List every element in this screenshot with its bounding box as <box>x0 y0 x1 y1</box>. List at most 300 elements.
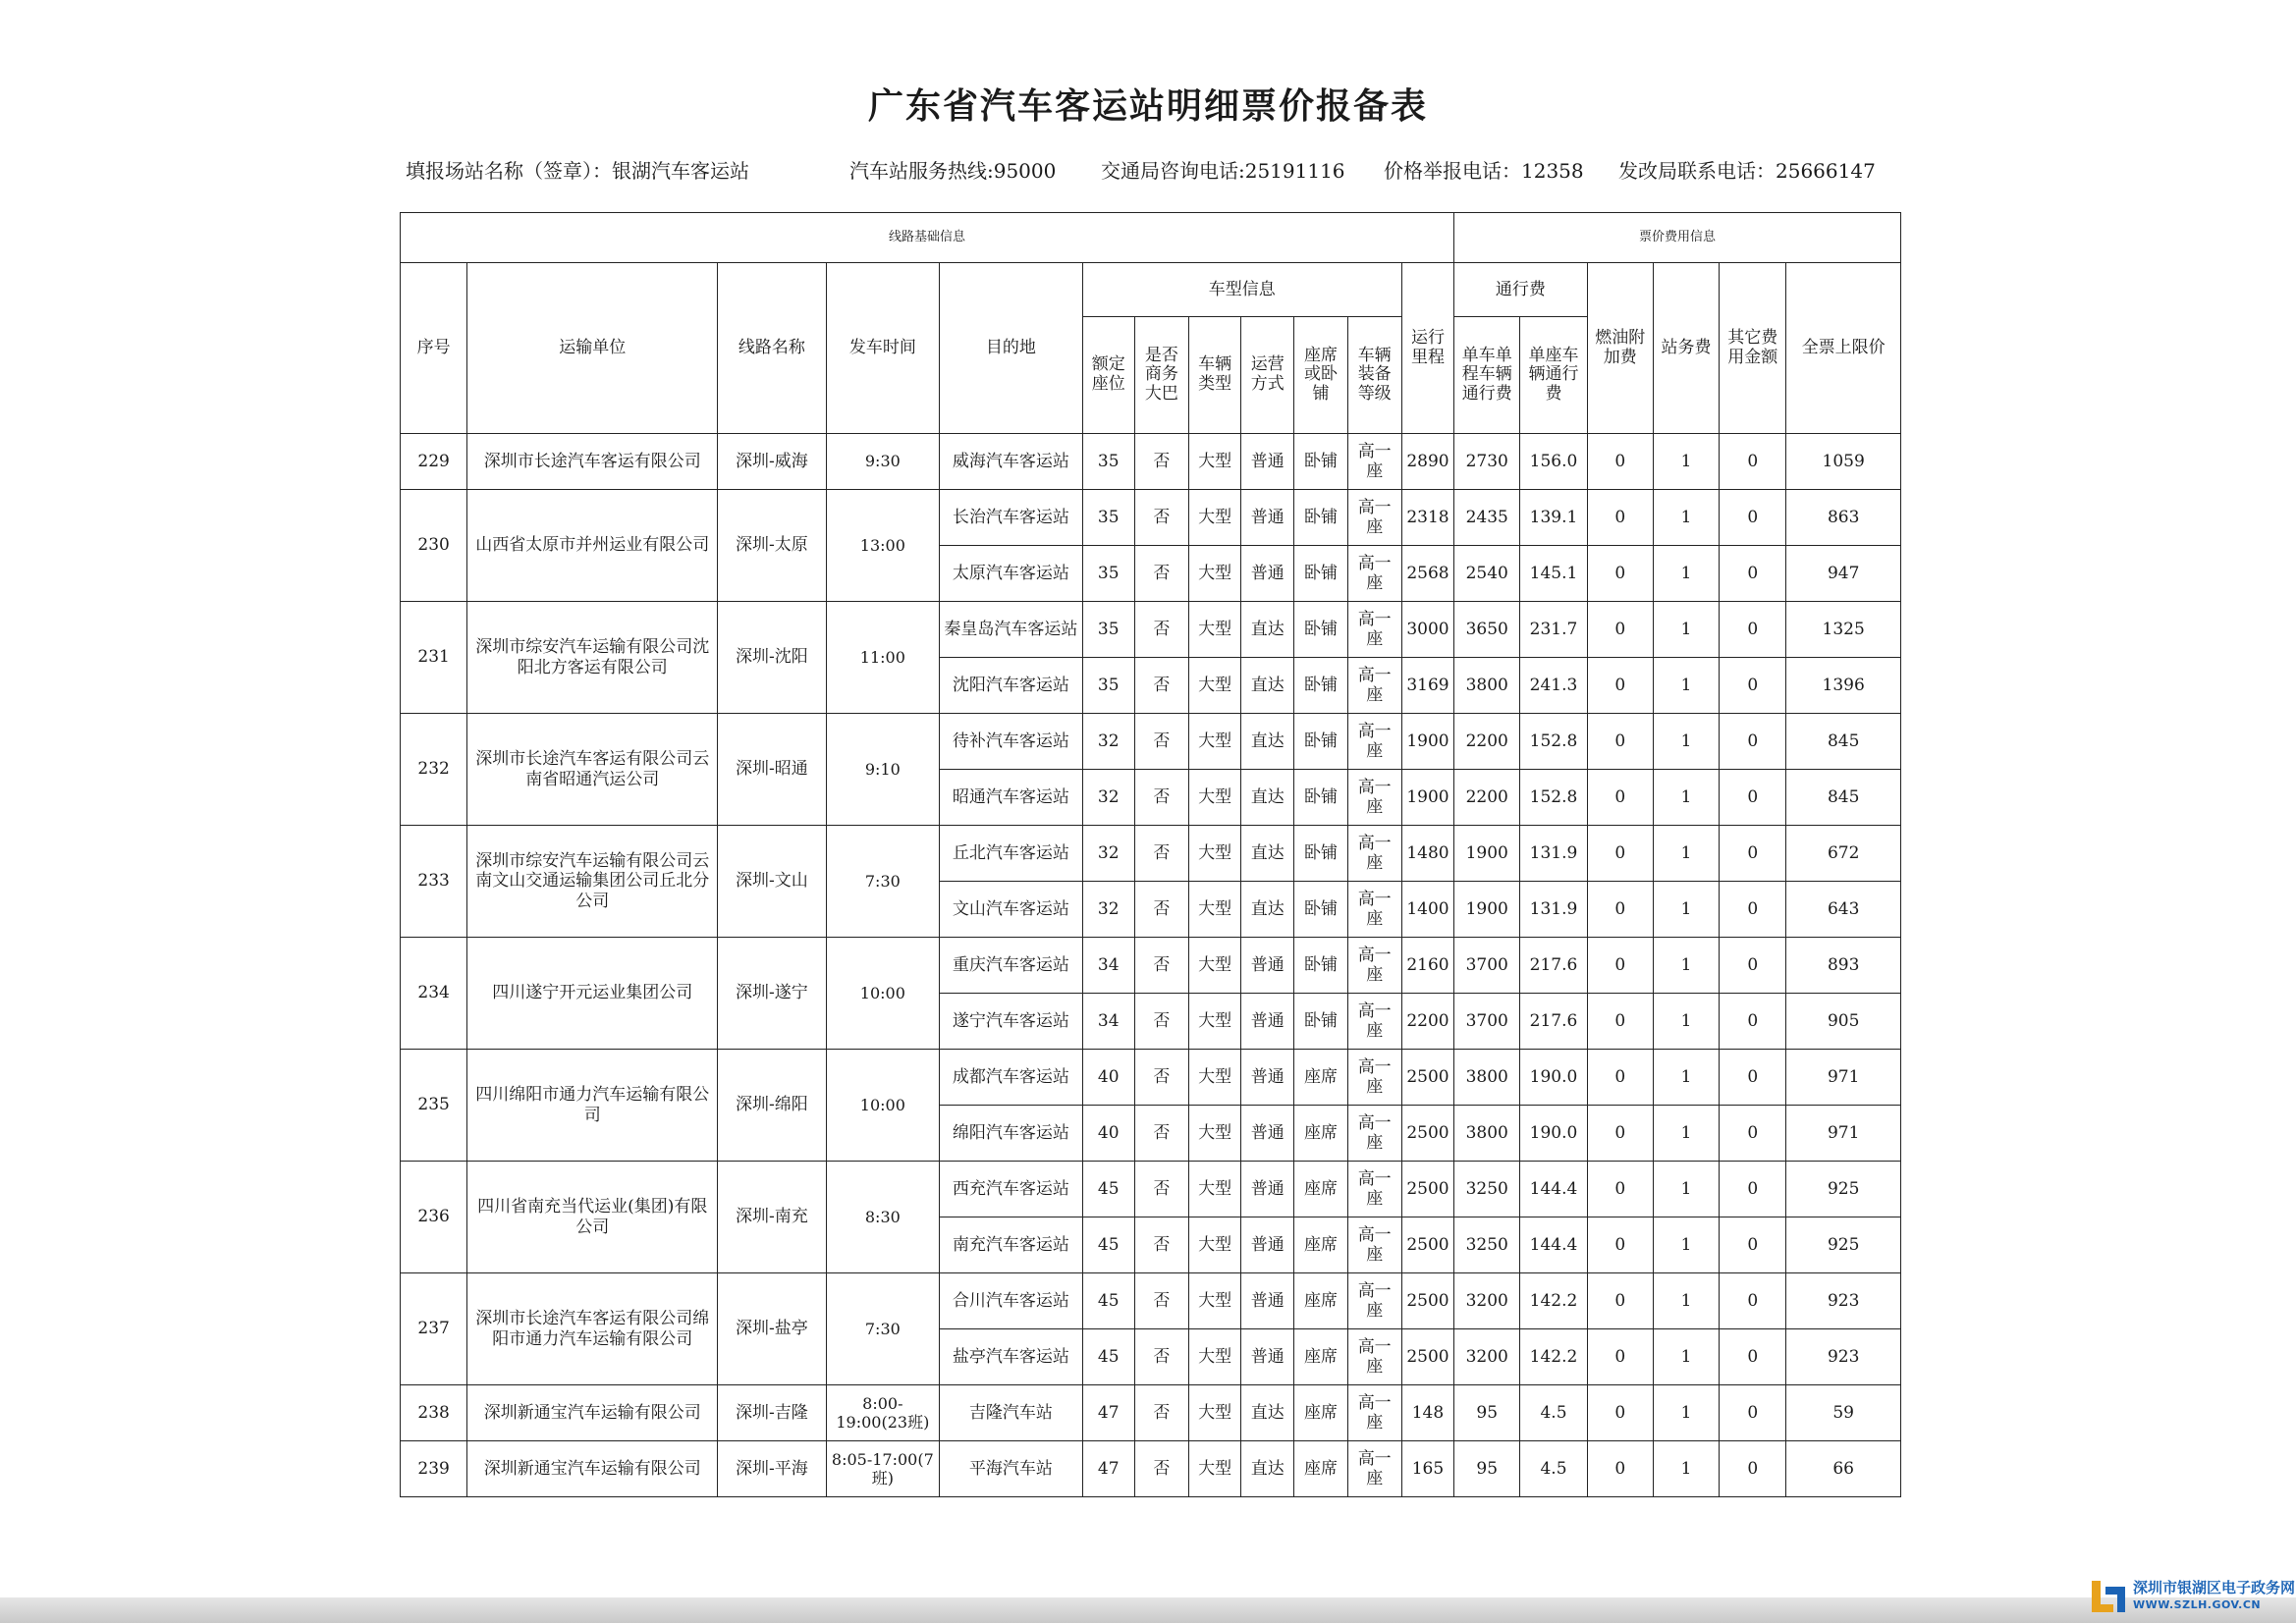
table-row <box>401 1162 1901 1217</box>
seats-cell: 35 <box>1082 658 1134 714</box>
seq-cell: 239 <box>401 1441 467 1497</box>
seat-or-berth-cell: 座席 <box>1294 1385 1347 1441</box>
other-fee-cell: 0 <box>1720 1106 1786 1162</box>
equipment-grade-header: 车辆装备等级 <box>1347 317 1401 434</box>
seats-cell: 45 <box>1082 1329 1134 1385</box>
vehicle-info-header: 车型信息 <box>1082 263 1401 317</box>
toll-vehicle-cell: 2730 <box>1454 434 1520 490</box>
unit-cell: 深圳市综安汽车运输有限公司沈阳北方客运有限公司 <box>467 602 718 714</box>
max-price-cell: 923 <box>1786 1329 1901 1385</box>
business-bus-cell: 否 <box>1134 434 1188 490</box>
toll-vehicle-cell: 3700 <box>1454 994 1520 1050</box>
seats-cell: 35 <box>1082 490 1134 546</box>
destination-cell: 西充汽车客运站 <box>940 1162 1083 1217</box>
unit-cell: 深圳市长途汽车客运有限公司 <box>467 434 718 490</box>
watermark <box>2090 1575 2296 1618</box>
max-price-cell: 947 <box>1786 546 1901 602</box>
mileage-cell: 165 <box>1401 1441 1453 1497</box>
toll-single-vehicle-header: 单车单程车辆通行费 <box>1454 317 1520 434</box>
seats-cell: 47 <box>1082 1441 1134 1497</box>
table-row <box>401 490 1901 546</box>
destination-cell: 吉隆汽车站 <box>940 1385 1083 1441</box>
toll-vehicle-cell: 3250 <box>1454 1217 1520 1273</box>
mileage-cell: 2568 <box>1401 546 1453 602</box>
seat-or-berth-cell: 卧铺 <box>1294 434 1347 490</box>
fuel-surcharge-cell: 0 <box>1587 938 1653 994</box>
operation-cell: 普通 <box>1241 1162 1294 1217</box>
equipment-grade-cell: 高一座 <box>1347 714 1401 770</box>
station-fee-cell: 1 <box>1653 658 1719 714</box>
toll-vehicle-cell: 2435 <box>1454 490 1520 546</box>
fuel-surcharge-cell: 0 <box>1587 546 1653 602</box>
seats-cell: 32 <box>1082 826 1134 882</box>
toll-per-seat-cell: 142.2 <box>1520 1329 1587 1385</box>
mileage-cell: 2500 <box>1401 1106 1453 1162</box>
seat-or-berth-cell: 卧铺 <box>1294 490 1347 546</box>
max-price-cell: 1059 <box>1786 434 1901 490</box>
station-fee-cell: 1 <box>1653 546 1719 602</box>
operation-cell: 直达 <box>1241 770 1294 826</box>
vehicle-type-cell: 大型 <box>1189 434 1241 490</box>
max-price-cell: 643 <box>1786 882 1901 938</box>
business-bus-cell: 否 <box>1134 770 1188 826</box>
max-price-cell: 923 <box>1786 1273 1901 1329</box>
other-fee-cell: 0 <box>1720 826 1786 882</box>
seats-cell: 45 <box>1082 1162 1134 1217</box>
max-price-cell: 66 <box>1786 1441 1901 1497</box>
seat-or-berth-cell: 卧铺 <box>1294 658 1347 714</box>
operation-cell: 直达 <box>1241 658 1294 714</box>
equipment-grade-cell: 高一座 <box>1347 1329 1401 1385</box>
seat-or-berth-cell: 卧铺 <box>1294 770 1347 826</box>
depart-time-cell: 9:30 <box>826 434 939 490</box>
destination-cell: 绵阳汽车客运站 <box>940 1106 1083 1162</box>
station-fee-cell: 1 <box>1653 882 1719 938</box>
toll-vehicle-cell: 3800 <box>1454 658 1520 714</box>
mileage-cell: 2500 <box>1401 1050 1453 1106</box>
max-price-cell: 925 <box>1786 1217 1901 1273</box>
equipment-grade-cell: 高一座 <box>1347 826 1401 882</box>
mileage-cell: 2200 <box>1401 994 1453 1050</box>
operation-cell: 直达 <box>1241 1385 1294 1441</box>
seat-or-berth-cell: 座席 <box>1294 1217 1347 1273</box>
station-fee-cell: 1 <box>1653 1050 1719 1106</box>
mileage-cell: 1480 <box>1401 826 1453 882</box>
equipment-grade-cell: 高一座 <box>1347 1441 1401 1497</box>
toll-header: 通行费 <box>1454 263 1588 317</box>
seq-cell: 232 <box>401 714 467 826</box>
operation-cell: 普通 <box>1241 434 1294 490</box>
other-fee-cell: 0 <box>1720 882 1786 938</box>
other-fee-cell: 0 <box>1720 1050 1786 1106</box>
station-name: 填报场站名称（签章）：银湖汽车客运站 <box>406 159 749 183</box>
toll-vehicle-cell: 3200 <box>1454 1273 1520 1329</box>
table-row <box>401 434 1901 490</box>
toll-per-seat-cell: 152.8 <box>1520 714 1587 770</box>
business-bus-cell: 否 <box>1134 994 1188 1050</box>
seq-header: 序号 <box>401 263 467 434</box>
fuel-surcharge-cell: 0 <box>1587 994 1653 1050</box>
seq-cell: 229 <box>401 434 467 490</box>
unit-header: 运输单位 <box>467 263 718 434</box>
route-cell: 深圳-遂宁 <box>718 938 826 1050</box>
toll-vehicle-cell: 95 <box>1454 1385 1520 1441</box>
seat-or-berth-cell: 座席 <box>1294 1273 1347 1329</box>
toll-vehicle-cell: 3700 <box>1454 938 1520 994</box>
fuel-surcharge-cell: 0 <box>1587 770 1653 826</box>
vehicle-type-cell: 大型 <box>1189 1050 1241 1106</box>
unit-cell: 深圳新通宝汽车运输有限公司 <box>467 1385 718 1441</box>
seat-or-berth-cell: 座席 <box>1294 1162 1347 1217</box>
vehicle-type-cell: 大型 <box>1189 1273 1241 1329</box>
route-cell: 深圳-南充 <box>718 1162 826 1273</box>
seat-or-berth-cell: 卧铺 <box>1294 546 1347 602</box>
fuel-surcharge-cell: 0 <box>1587 1441 1653 1497</box>
watermark-logo-icon <box>2090 1577 2129 1616</box>
equipment-grade-cell: 高一座 <box>1347 882 1401 938</box>
vehicle-type-cell: 大型 <box>1189 714 1241 770</box>
unit-cell: 四川省南充当代运业(集团)有限公司 <box>467 1162 718 1273</box>
seq-cell: 236 <box>401 1162 467 1273</box>
depart-time-cell: 8:00-19:00(23班) <box>826 1385 939 1441</box>
toll-per-seat-cell: 131.9 <box>1520 826 1587 882</box>
max-price-cell: 845 <box>1786 714 1901 770</box>
destination-cell: 南充汽车客运站 <box>940 1217 1083 1273</box>
equipment-grade-cell: 高一座 <box>1347 1217 1401 1273</box>
fuel-surcharge-cell: 0 <box>1587 1273 1653 1329</box>
depart-header: 发车时间 <box>826 263 939 434</box>
fuel-surcharge-cell: 0 <box>1587 1106 1653 1162</box>
mileage-cell: 3169 <box>1401 658 1453 714</box>
max-price-cell: 971 <box>1786 1050 1901 1106</box>
destination-cell: 太原汽车客运站 <box>940 546 1083 602</box>
station-fee-cell: 1 <box>1653 714 1719 770</box>
equipment-grade-cell: 高一座 <box>1347 1273 1401 1329</box>
fuel-surcharge-cell: 0 <box>1587 602 1653 658</box>
seats-cell: 32 <box>1082 882 1134 938</box>
business-bus-cell: 否 <box>1134 1162 1188 1217</box>
destination-cell: 威海汽车客运站 <box>940 434 1083 490</box>
fuel-surcharge-cell: 0 <box>1587 882 1653 938</box>
station-fee-cell: 1 <box>1653 826 1719 882</box>
fuel-surcharge-cell: 0 <box>1587 434 1653 490</box>
toll-per-seat-cell: 144.4 <box>1520 1162 1587 1217</box>
toll-per-seat-cell: 217.6 <box>1520 994 1587 1050</box>
destination-cell: 秦皇岛汽车客运站 <box>940 602 1083 658</box>
max-price-cell: 863 <box>1786 490 1901 546</box>
station-fee-cell: 1 <box>1653 1162 1719 1217</box>
route-cell: 深圳-平海 <box>718 1441 826 1497</box>
max-price-header: 全票上限价 <box>1786 263 1901 434</box>
operation-header: 运营方式 <box>1241 317 1294 434</box>
route-cell: 深圳-文山 <box>718 826 826 938</box>
max-price-cell: 971 <box>1786 1106 1901 1162</box>
max-price-cell: 905 <box>1786 994 1901 1050</box>
equipment-grade-cell: 高一座 <box>1347 490 1401 546</box>
vehicle-type-cell: 大型 <box>1189 1217 1241 1273</box>
other-fee-cell: 0 <box>1720 1217 1786 1273</box>
operation-cell: 普通 <box>1241 1217 1294 1273</box>
route-cell: 深圳-绵阳 <box>718 1050 826 1162</box>
toll-per-seat-cell: 145.1 <box>1520 546 1587 602</box>
other-fee-cell: 0 <box>1720 434 1786 490</box>
business-bus-cell: 否 <box>1134 714 1188 770</box>
toll-per-seat-cell: 144.4 <box>1520 1217 1587 1273</box>
seat-or-berth-cell: 卧铺 <box>1294 826 1347 882</box>
destination-cell: 待补汽车客运站 <box>940 714 1083 770</box>
table-row <box>401 602 1901 658</box>
mileage-cell: 1900 <box>1401 714 1453 770</box>
vehicle-type-cell: 大型 <box>1189 1441 1241 1497</box>
other-fee-cell: 0 <box>1720 1441 1786 1497</box>
seat-or-berth-cell: 卧铺 <box>1294 938 1347 994</box>
toll-per-seat-cell: 190.0 <box>1520 1050 1587 1106</box>
equipment-grade-cell: 高一座 <box>1347 434 1401 490</box>
watermark-url: WWW.SZLH.GOV.CN <box>2133 1598 2262 1611</box>
destination-cell: 重庆汽车客运站 <box>940 938 1083 994</box>
depart-time-cell: 8:05-17:00(7班) <box>826 1441 939 1497</box>
seats-cell: 45 <box>1082 1217 1134 1273</box>
seq-cell: 235 <box>401 1050 467 1162</box>
vehicle-type-cell: 大型 <box>1189 490 1241 546</box>
destination-cell: 昭通汽车客运站 <box>940 770 1083 826</box>
unit-cell: 深圳市综安汽车运输有限公司云南文山交通运输集团公司丘北分公司 <box>467 826 718 938</box>
business-bus-cell: 否 <box>1134 1385 1188 1441</box>
fuel-surcharge-cell: 0 <box>1587 658 1653 714</box>
equipment-grade-cell: 高一座 <box>1347 1162 1401 1217</box>
vehicle-type-cell: 大型 <box>1189 1162 1241 1217</box>
max-price-cell: 672 <box>1786 826 1901 882</box>
business-bus-cell: 否 <box>1134 1050 1188 1106</box>
destination-cell: 丘北汽车客运站 <box>940 826 1083 882</box>
toll-vehicle-cell: 3800 <box>1454 1050 1520 1106</box>
station-fee-cell: 1 <box>1653 1273 1719 1329</box>
seat-or-berth-cell: 卧铺 <box>1294 994 1347 1050</box>
depart-time-cell: 10:00 <box>826 1050 939 1162</box>
other-fee-cell: 0 <box>1720 1273 1786 1329</box>
fare-table <box>400 212 1901 1497</box>
equipment-grade-cell: 高一座 <box>1347 1106 1401 1162</box>
seats-cell: 34 <box>1082 938 1134 994</box>
vehicle-type-cell: 大型 <box>1189 1329 1241 1385</box>
business-bus-cell: 否 <box>1134 490 1188 546</box>
mileage-cell: 2500 <box>1401 1217 1453 1273</box>
other-fee-cell: 0 <box>1720 938 1786 994</box>
vehicle-type-header: 车辆类型 <box>1189 317 1241 434</box>
operation-cell: 普通 <box>1241 1329 1294 1385</box>
seat-or-berth-cell: 座席 <box>1294 1050 1347 1106</box>
fuel-surcharge-cell: 0 <box>1587 1217 1653 1273</box>
operation-cell: 普通 <box>1241 1106 1294 1162</box>
fuel-surcharge-cell: 0 <box>1587 1050 1653 1106</box>
toll-per-seat-cell: 241.3 <box>1520 658 1587 714</box>
station-fee-cell: 1 <box>1653 1441 1719 1497</box>
fuel-surcharge-cell: 0 <box>1587 826 1653 882</box>
route-cell: 深圳-吉隆 <box>718 1385 826 1441</box>
toll-per-seat-cell: 156.0 <box>1520 434 1587 490</box>
mileage-cell: 1400 <box>1401 882 1453 938</box>
equipment-grade-cell: 高一座 <box>1347 938 1401 994</box>
seats-cell: 35 <box>1082 546 1134 602</box>
vehicle-type-cell: 大型 <box>1189 602 1241 658</box>
seq-cell: 231 <box>401 602 467 714</box>
toll-per-seat-cell: 4.5 <box>1520 1385 1587 1441</box>
mileage-cell: 2500 <box>1401 1162 1453 1217</box>
other-fee-cell: 0 <box>1720 1329 1786 1385</box>
destination-cell: 文山汽车客运站 <box>940 882 1083 938</box>
seq-cell: 238 <box>401 1385 467 1441</box>
fuel-surcharge-cell: 0 <box>1587 714 1653 770</box>
route-cell: 深圳-沈阳 <box>718 602 826 714</box>
other-fee-cell: 0 <box>1720 658 1786 714</box>
destination-cell: 盐亭汽车客运站 <box>940 1329 1083 1385</box>
business-bus-cell: 否 <box>1134 658 1188 714</box>
destination-cell: 沈阳汽车客运站 <box>940 658 1083 714</box>
vehicle-type-cell: 大型 <box>1189 1385 1241 1441</box>
station-fee-cell: 1 <box>1653 490 1719 546</box>
seats-cell: 45 <box>1082 1273 1134 1329</box>
ndrc-phone: 发改局联系电话：25666147 <box>1618 159 1876 183</box>
fuel-surcharge-cell: 0 <box>1587 490 1653 546</box>
unit-cell: 山西省太原市并州运业有限公司 <box>467 490 718 602</box>
fuel-surcharge-cell: 0 <box>1587 1162 1653 1217</box>
station-fee-cell: 1 <box>1653 1217 1719 1273</box>
business-bus-header: 是否商务大巴 <box>1134 317 1188 434</box>
table-header <box>401 213 1901 434</box>
vehicle-type-cell: 大型 <box>1189 882 1241 938</box>
dest-header: 目的地 <box>940 263 1083 434</box>
operation-cell: 普通 <box>1241 546 1294 602</box>
route-cell: 深圳-威海 <box>718 434 826 490</box>
toll-per-seat-cell: 217.6 <box>1520 938 1587 994</box>
max-price-cell: 59 <box>1786 1385 1901 1441</box>
fare-info-header: 票价费用信息 <box>1454 213 1901 263</box>
other-fee-cell: 0 <box>1720 1385 1786 1441</box>
vehicle-type-cell: 大型 <box>1189 658 1241 714</box>
scan-edge <box>0 1597 2296 1623</box>
toll-vehicle-cell: 2540 <box>1454 546 1520 602</box>
station-fee-cell: 1 <box>1653 1385 1719 1441</box>
route-header: 线路名称 <box>718 263 826 434</box>
business-bus-cell: 否 <box>1134 1273 1188 1329</box>
mileage-cell: 1900 <box>1401 770 1453 826</box>
operation-cell: 普通 <box>1241 490 1294 546</box>
fuel-surcharge-cell: 0 <box>1587 1385 1653 1441</box>
max-price-cell: 925 <box>1786 1162 1901 1217</box>
table-row <box>401 714 1901 770</box>
seat-or-berth-header: 座席或卧铺 <box>1294 317 1347 434</box>
toll-vehicle-cell: 3200 <box>1454 1329 1520 1385</box>
toll-vehicle-cell: 1900 <box>1454 826 1520 882</box>
station-fee-cell: 1 <box>1653 1106 1719 1162</box>
unit-cell: 深圳市长途汽车客运有限公司绵阳市通力汽车运输有限公司 <box>467 1273 718 1385</box>
seq-cell: 233 <box>401 826 467 938</box>
equipment-grade-cell: 高一座 <box>1347 1050 1401 1106</box>
toll-per-seat-header: 单座车辆通行费 <box>1520 317 1587 434</box>
station-fee-cell: 1 <box>1653 994 1719 1050</box>
mileage-cell: 2318 <box>1401 490 1453 546</box>
operation-cell: 普通 <box>1241 1050 1294 1106</box>
equipment-grade-cell: 高一座 <box>1347 770 1401 826</box>
seats-cell: 35 <box>1082 434 1134 490</box>
max-price-cell: 845 <box>1786 770 1901 826</box>
seats-cell: 47 <box>1082 1385 1134 1441</box>
business-bus-cell: 否 <box>1134 1217 1188 1273</box>
other-fee-cell: 0 <box>1720 994 1786 1050</box>
other-fee-cell: 0 <box>1720 714 1786 770</box>
table-row <box>401 1273 1901 1329</box>
seats-cell: 40 <box>1082 1106 1134 1162</box>
seq-cell: 230 <box>401 490 467 602</box>
toll-per-seat-cell: 231.7 <box>1520 602 1587 658</box>
seq-cell: 237 <box>401 1273 467 1385</box>
toll-per-seat-cell: 139.1 <box>1520 490 1587 546</box>
seats-cell: 35 <box>1082 602 1134 658</box>
table-row <box>401 1441 1901 1497</box>
max-price-cell: 893 <box>1786 938 1901 994</box>
watermark-title: 深圳市银湖区电子政务网 <box>2133 1579 2296 1596</box>
destination-cell: 遂宁汽车客运站 <box>940 994 1083 1050</box>
mileage-cell: 2500 <box>1401 1273 1453 1329</box>
toll-vehicle-cell: 95 <box>1454 1441 1520 1497</box>
unit-cell: 深圳新通宝汽车运输有限公司 <box>467 1441 718 1497</box>
page-title: 广东省汽车客运站明细票价报备表 <box>867 85 1428 127</box>
destination-cell: 合川汽车客运站 <box>940 1273 1083 1329</box>
fuel-surcharge-cell: 0 <box>1587 1329 1653 1385</box>
max-price-cell: 1396 <box>1786 658 1901 714</box>
seats-cell: 40 <box>1082 1050 1134 1106</box>
business-bus-cell: 否 <box>1134 546 1188 602</box>
depart-time-cell: 10:00 <box>826 938 939 1050</box>
operation-cell: 直达 <box>1241 1441 1294 1497</box>
equipment-grade-cell: 高一座 <box>1347 602 1401 658</box>
business-bus-cell: 否 <box>1134 602 1188 658</box>
table-row <box>401 938 1901 994</box>
mileage-cell: 148 <box>1401 1385 1453 1441</box>
table-row <box>401 826 1901 882</box>
station-fee-cell: 1 <box>1653 770 1719 826</box>
business-bus-cell: 否 <box>1134 1106 1188 1162</box>
mileage-cell: 3000 <box>1401 602 1453 658</box>
table-body <box>401 434 1901 1497</box>
vehicle-type-cell: 大型 <box>1189 1106 1241 1162</box>
toll-vehicle-cell: 3800 <box>1454 1106 1520 1162</box>
unit-cell: 四川遂宁开元运业集团公司 <box>467 938 718 1050</box>
destination-cell: 平海汽车站 <box>940 1441 1083 1497</box>
station-fee-cell: 1 <box>1653 434 1719 490</box>
unit-cell: 四川绵阳市通力汽车运输有限公司 <box>467 1050 718 1162</box>
table-row <box>401 1050 1901 1106</box>
depart-time-cell: 9:10 <box>826 714 939 826</box>
depart-time-cell: 8:30 <box>826 1162 939 1273</box>
station-fee-header: 站务费 <box>1653 263 1719 434</box>
seats-cell: 32 <box>1082 714 1134 770</box>
operation-cell: 普通 <box>1241 1273 1294 1329</box>
other-fee-cell: 0 <box>1720 490 1786 546</box>
equipment-grade-cell: 高一座 <box>1347 1385 1401 1441</box>
business-bus-cell: 否 <box>1134 938 1188 994</box>
toll-vehicle-cell: 3650 <box>1454 602 1520 658</box>
toll-per-seat-cell: 152.8 <box>1520 770 1587 826</box>
seat-or-berth-cell: 座席 <box>1294 1329 1347 1385</box>
operation-cell: 普通 <box>1241 938 1294 994</box>
business-bus-cell: 否 <box>1134 882 1188 938</box>
unit-cell: 深圳市长途汽车客运有限公司云南省昭通汽运公司 <box>467 714 718 826</box>
route-cell: 深圳-太原 <box>718 490 826 602</box>
station-fee-cell: 1 <box>1653 1329 1719 1385</box>
depart-time-cell: 13:00 <box>826 490 939 602</box>
depart-time-cell: 7:30 <box>826 826 939 938</box>
